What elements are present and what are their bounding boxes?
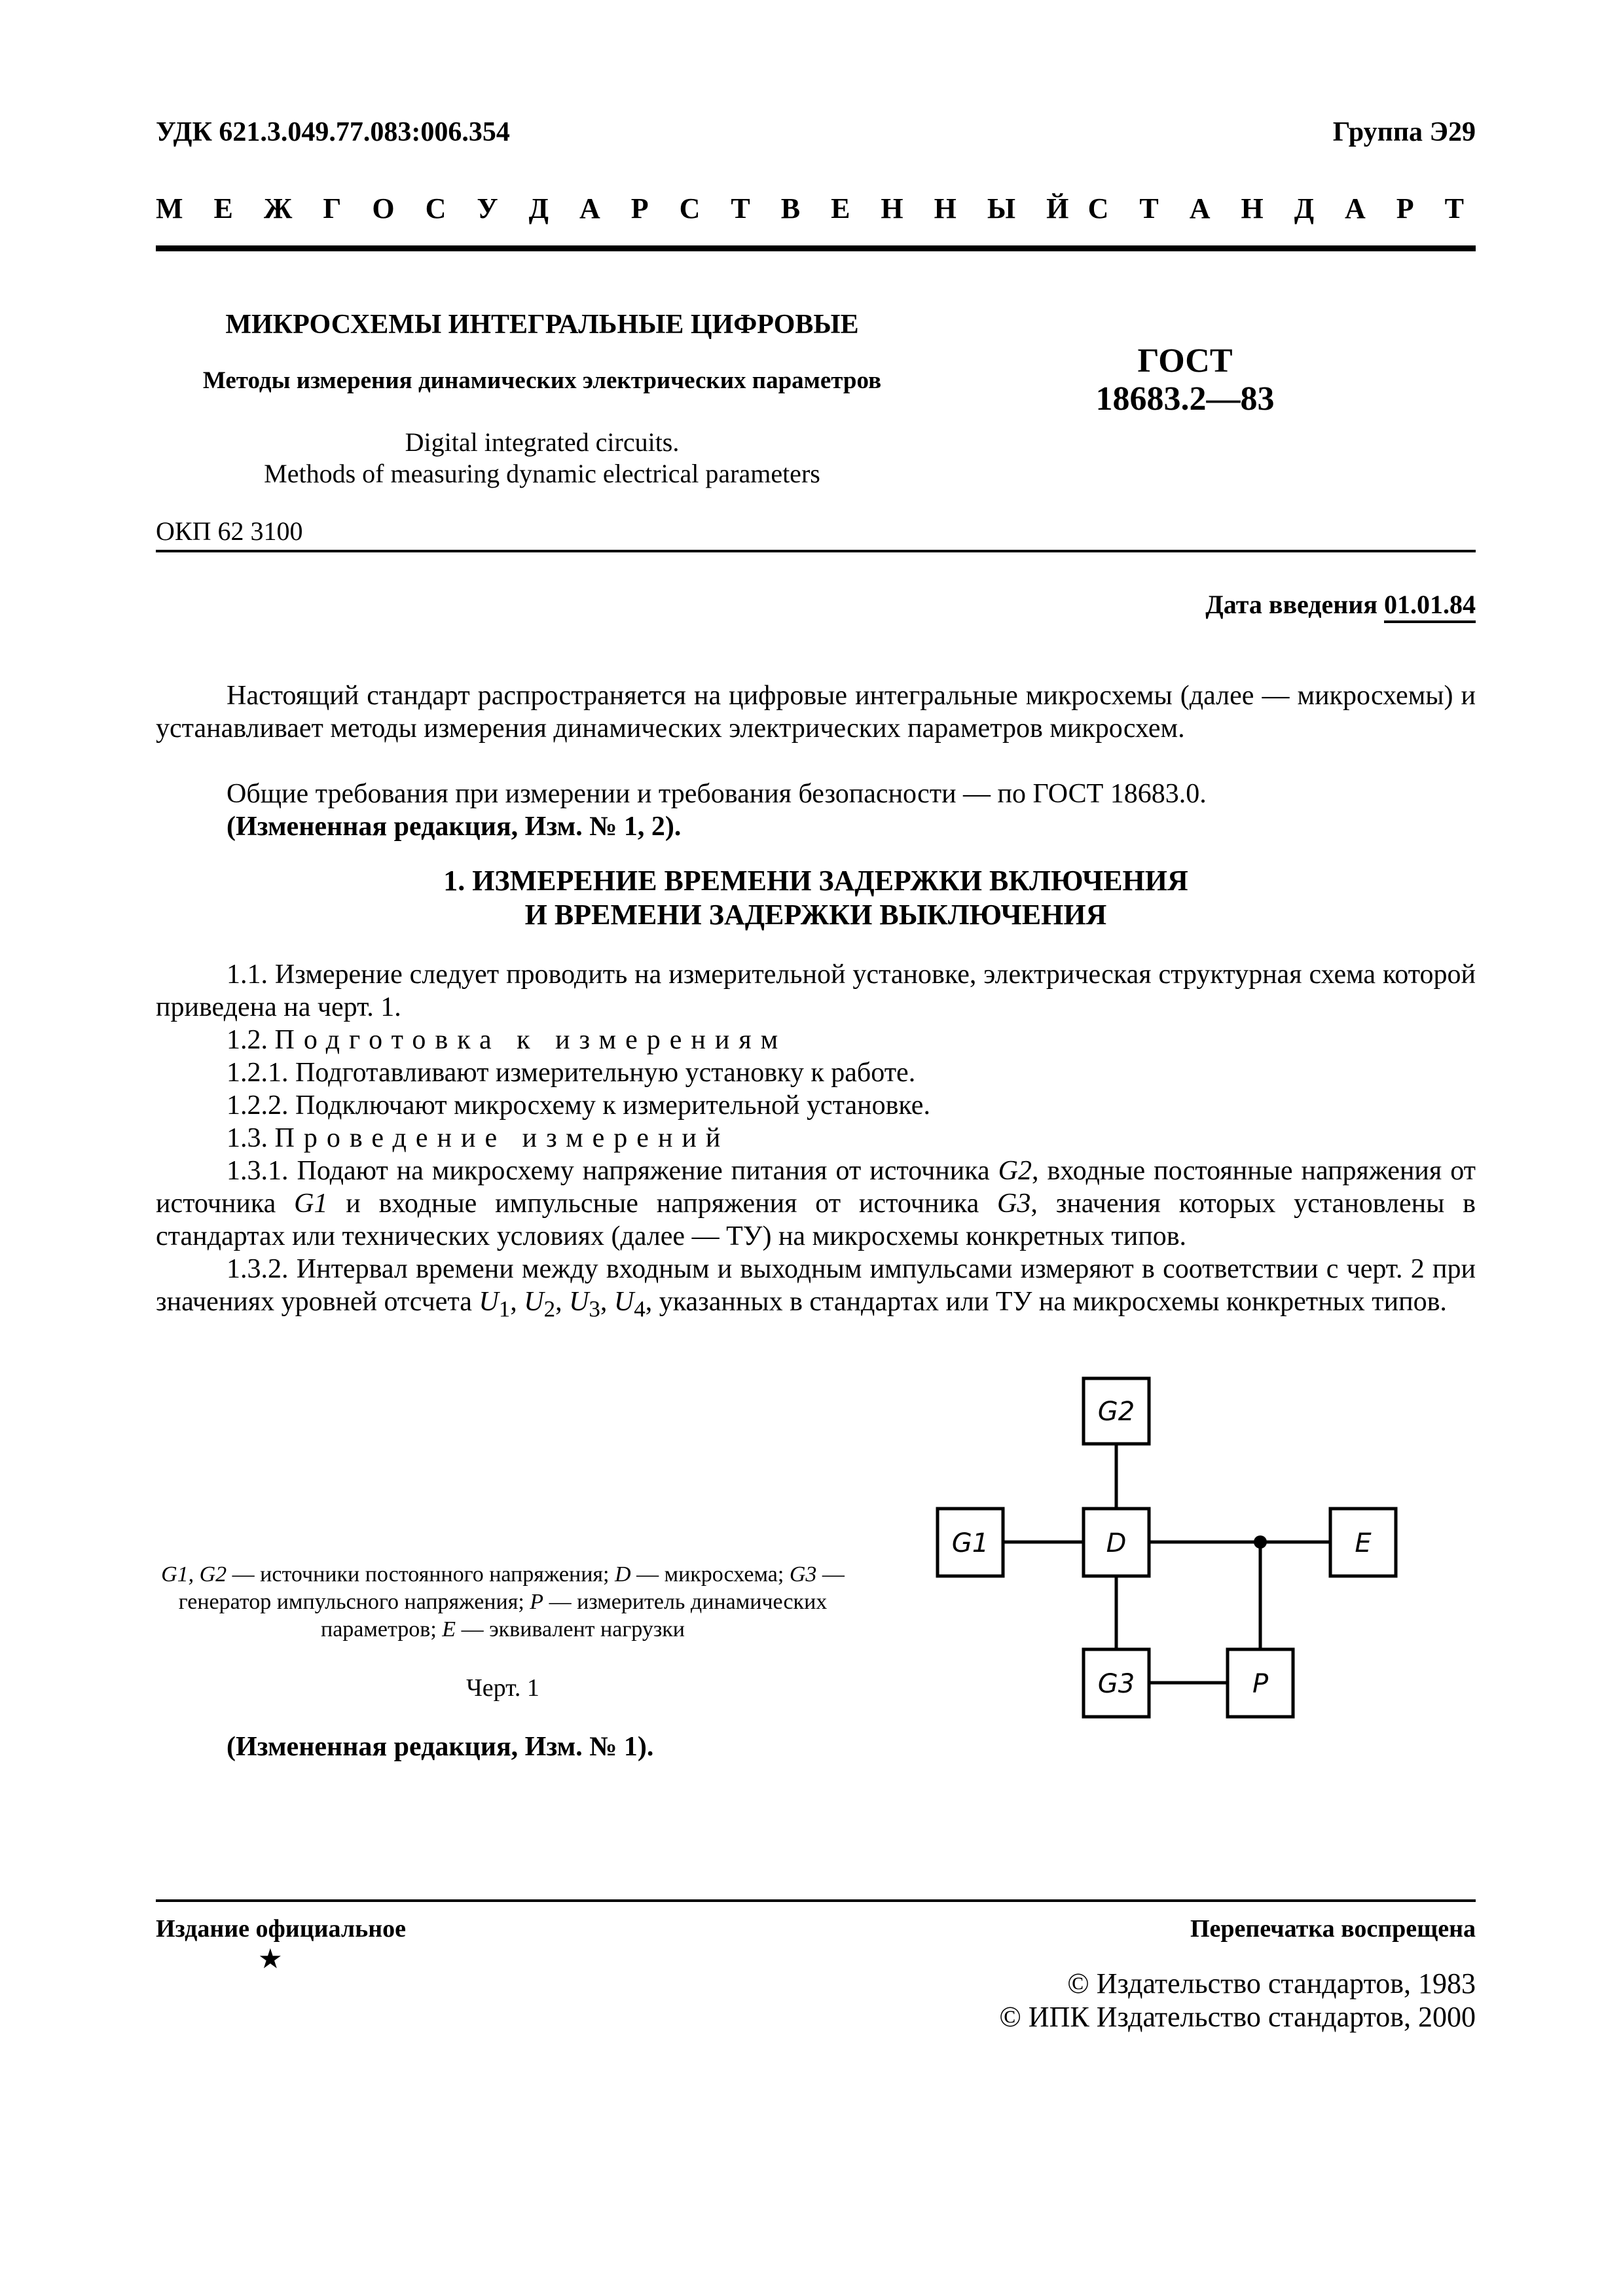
p131-g3: G3 [997,1189,1031,1219]
paragraph-1-2-2: 1.2.2. Подключают микросхему к измерительной установке. [227,1090,930,1121]
paragraph-1-2 [156,1024,1476,1056]
p132-u2-sub: 2 [543,1296,556,1322]
banner-standard: С Т А Н Д А Р Т [1087,192,1476,224]
paragraph-1-3 [156,1122,1476,1155]
gost-label: ГОСТ [1137,342,1233,380]
udk-code: УДК 621.3.049.77.083:006.354 [156,117,510,147]
paragraph-1-3-number: 1.3. [227,1123,268,1153]
block-e-label: E [1355,1528,1372,1558]
official-edition: Издание официальное [156,1915,407,1943]
intro-change-note: (Измененная редакция, Изм. № 1, 2). [227,812,682,842]
legend-e: E [442,1617,456,1641]
block-g2-label: G2 [1097,1397,1135,1427]
p131-g1: G1 [294,1189,328,1219]
footer-rule [156,1899,1476,1902]
intro-date-label: Дата введения [1205,590,1377,619]
junction-dot [1254,1535,1267,1549]
paragraph-1-2-title: Подготовка к измерениям [274,1025,788,1055]
p132-c2: , [555,1287,570,1317]
paragraph-1-3-1 [156,1155,1476,1253]
okp-code: ОКП 62 3100 [156,516,303,546]
p132-u4-sub: 4 [634,1296,646,1322]
figure1-legend [156,1561,850,1643]
legend-g3: G3 [789,1562,817,1587]
p132-c3: , [600,1287,614,1317]
section-heading-line2: И ВРЕМЕНИ ЗАДЕРЖКИ ВЫКЛЮЧЕНИЯ [524,899,1107,931]
p132-u4: U [613,1287,634,1317]
document-subtitle: Методы измерения динамических электрических параметров [202,367,882,394]
english-title-line2: Methods of measuring dynamic electrical parameters [264,459,820,488]
header-rule [156,245,1476,251]
banner-interstate: М Е Ж Г О С У Д А Р С Т В Е Н Н Ы Й [156,192,1081,224]
title-rule [156,550,1476,552]
p131-c: и входные импульсные напряжения от источника [327,1189,998,1219]
p131-g2: G2 [998,1156,1032,1186]
paragraph-1-3-2 [156,1253,1476,1325]
legend-t4: — измеритель динамических параметров; [321,1590,828,1641]
section-heading-line1: 1. ИЗМЕРЕНИЕ ВРЕМЕНИ ЗАДЕРЖКИ ВКЛЮЧЕНИЯ [443,865,1188,897]
p131-b: , входные постоянные напряжения от источника [156,1156,1476,1219]
intro-paragraph-requirements: Общие требования при измерении и требования безопасности — по ГОСТ 18683.0. [227,779,1207,809]
p132-u2: U [524,1287,544,1317]
p132-u1-sub: 1 [498,1296,511,1322]
paragraph-1-3-title: Проведение измерений [274,1123,730,1153]
figure1-diagram [917,1361,1440,1741]
p132-c1: , [510,1287,524,1317]
group-code: Группа Э29 [1332,117,1476,147]
legend-t3: — генератор импульсного напряжения; [178,1562,845,1614]
star-icon: ★ [258,1943,283,1975]
figure1-caption: Черт. 1 [466,1674,539,1702]
legend-t5: — эквивалент нагрузки [456,1617,685,1641]
legend-t2: — микросхема; [630,1562,784,1587]
legend-d: D [615,1562,631,1587]
paragraph-1-1: 1.1. Измерение следует проводить на измерительной установке, электрическая структурная схема которой приведена на черт. 1. [156,960,1476,1022]
p132-u3: U [569,1287,589,1317]
copyright-1983: © Издательство стандартов, 1983 [1067,1967,1476,2000]
document-title: МИКРОСХЕМЫ ИНТЕГРАЛЬНЫЕ ЦИФРОВЫЕ [225,310,859,340]
p132-b: , указанных в стандартах или ТУ на микросхемы конкретных типов. [645,1287,1447,1317]
intro-date [1205,589,1476,620]
block-g1-label: G1 [951,1528,989,1558]
block-d-label: D [1106,1528,1127,1558]
copyright-2000: © ИПК Издательство стандартов, 2000 [999,2001,1476,2033]
p131-d: , значения которых установлены в стандартах или технических условиях (далее — ТУ) на микросхемы конкретных типов. [156,1189,1476,1251]
legend-g1g2: G1, G2 [161,1562,227,1587]
figure1-change-note: (Измененная редакция, Изм. № 1). [227,1732,654,1762]
legend-p: P [530,1590,544,1614]
intro-paragraph-scope: Настоящий стандарт распространяется на цифровые интегральные микросхемы (далее — микросхемы) и устанавливает методы измерения динамических электрических параметров микросхем. [156,681,1476,744]
gost-number: 18683.2—83 [1095,380,1275,418]
reprint-prohibited: Перепечатка воспрещена [1190,1915,1476,1943]
p132-u1: U [479,1287,499,1317]
english-title-line1: Digital integrated circuits. [405,427,680,457]
p132-u3-sub: 3 [589,1296,600,1322]
paragraph-1-2-1: 1.2.1. Подготавливают измерительную установку к работе. [227,1058,916,1088]
paragraph-1-2-number: 1.2. [227,1025,268,1055]
p131-a: 1.3.1. Подают на микросхему напряжение питания от источника [227,1156,998,1186]
intro-date-value: 01.01.84 [1384,590,1476,623]
legend-t1: — источники постоянного напряжения; [227,1562,615,1587]
block-p-label: P [1252,1669,1269,1699]
block-g3-label: G3 [1097,1669,1135,1699]
p132-a: 1.3.2. Интервал времени между входным и выходным импульсами измеряют в соответствии с черт. 2 при значениях уровней отсчета [156,1254,1476,1317]
